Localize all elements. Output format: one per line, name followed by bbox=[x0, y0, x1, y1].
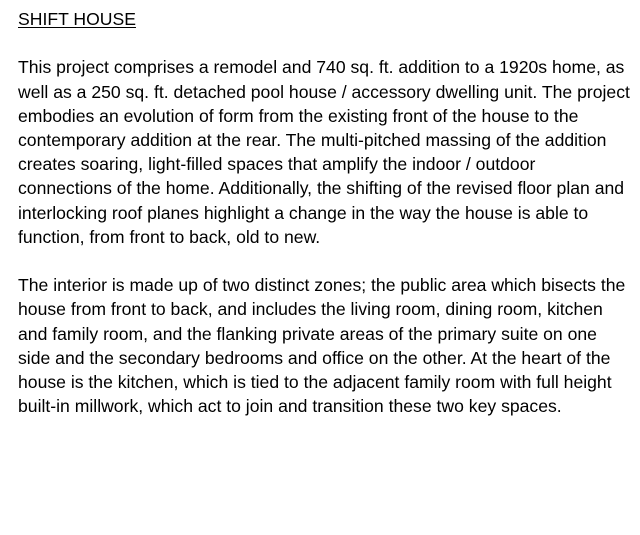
document-title: SHIFT HOUSE bbox=[18, 9, 136, 29]
document-page bbox=[18, 7, 630, 443]
paragraph-1: This project comprises a remodel and 740 sq. ft. addition to a 1920s home, as well as a 250 sq. ft. detached pool house / accessory dwelling unit. The project embodies an evolution of form from the existing front of the house to the contemporary addition at the rear. The multi-pitched massing of the addition creates soaring, light-filled spaces that amplify the indoor / outdoor connections of the home. Additionally, the shifting of the revised floor plan and interlocking roof planes highlight a change in the way the house is able to function, from front to back, old to new. bbox=[18, 57, 630, 247]
paragraph-2: The interior is made up of two distinct zones; the public area which bisects the house from front to back, and includes the living room, dining room, kitchen and family room, and the flanking private areas of the primary suite on one side and the secondary bedrooms and office on the other. At the heart of the house is the kitchen, which is tied to the adjacent family room with full height built-in millwork, which act to join and transition these two key spaces. bbox=[18, 275, 626, 417]
